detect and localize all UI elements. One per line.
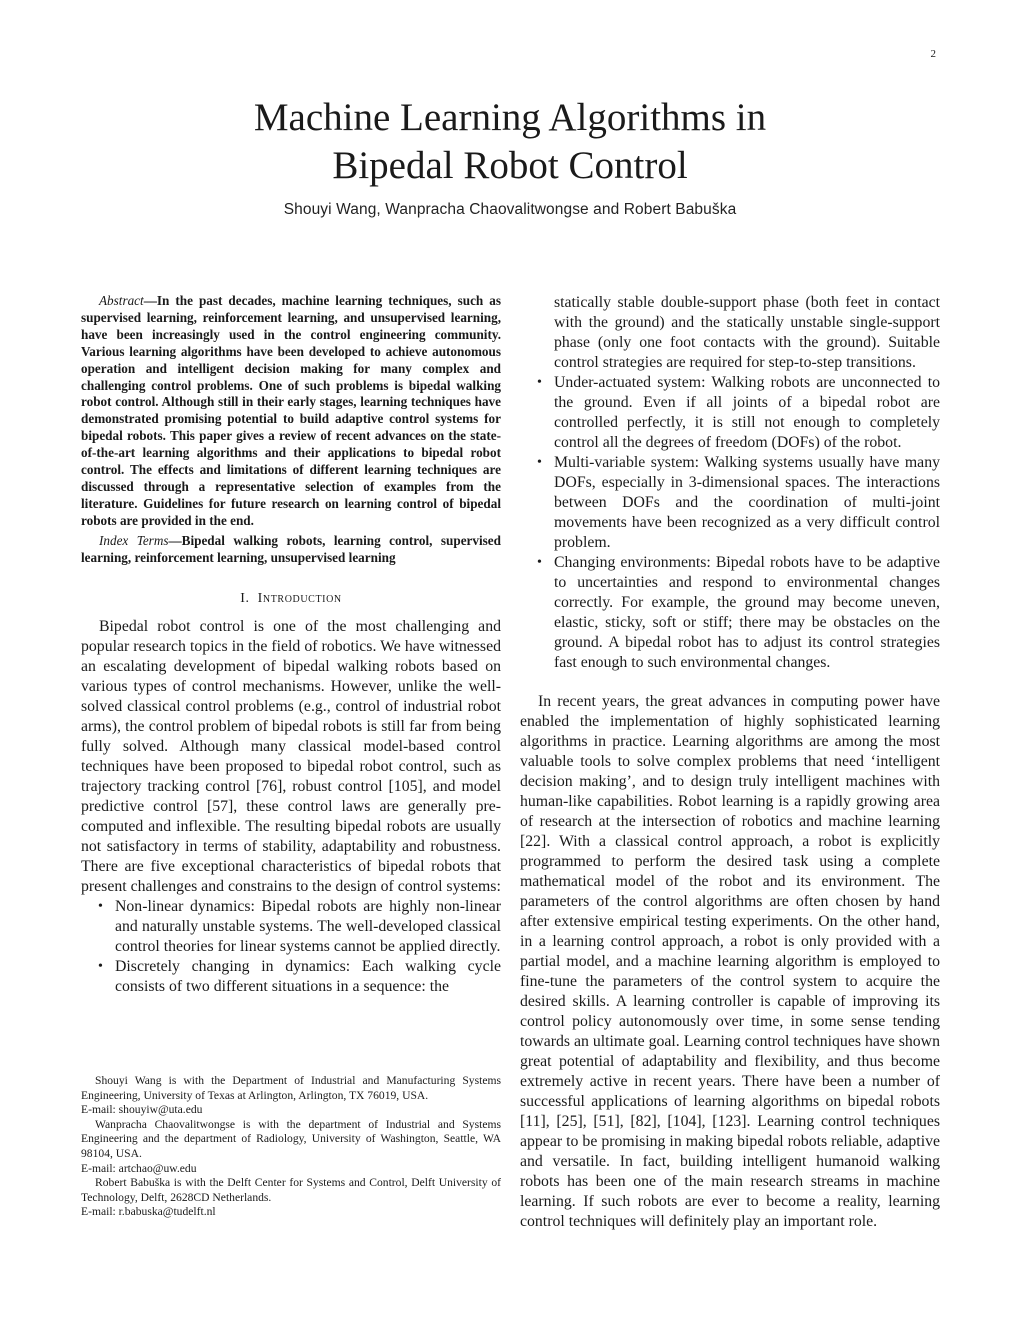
right-paragraph: In recent years, the great advances in computing power have enabled the implementation of highly sophisticated learning algorithms in practice. Learning algorithms are among the most valuable tools to solve complex problems that need ‘intelligent decision making’, and to design truly intelligent machines with human-like capabilities. Robot learning is a rapidly growing area of research at the intersection of robotics and machine learning [22]. With a classical control approach, a robot is explicitly programmed to perform the desired task using a complete mathematical model of the robot and its environment. The parameters of the control algorithms are often chosen by hand after extensive empirical testing experiments. On the other hand, in a learning control approach, a robot is only provided with a partial model, and a machine learning algorithm is employed to fine-tune the parameters of the control system to acquire the desired skills. A learning controller is capable of improving its control policy autonomously over time, in some sense tending towards an ultimate goal. Learning control techniques have shown great potential of adaptability and flexibility, and thus become extremely active in recent years. There have been a number of successful applications of learning algorithms on bipedal robots [11], [25], [51], [82], [104], [123]. Learning control techniques appear to be promising in making bipedal robots reliable, adaptive and versatile. In fact, building intelligent humanoid walking robots has been one of the main research streams in machine learning. If such robots are ever to become a reality, learning control techniques will definitely play an important role. xyxy=(520,693,940,1230)
index-terms-label: Index Terms xyxy=(99,532,169,548)
footnote-email: E-mail: shouyiw@uta.edu xyxy=(81,1103,203,1117)
bullet-icon: • xyxy=(98,898,103,914)
bullet-continuation-text: statically stable double-support phase (both feet in contact with the ground) and the statically unstable single-support phase (only one foot contacts with the ground). Suitable control strategies are required for step-to-step transitions. xyxy=(554,294,940,371)
bullet-list-left xyxy=(81,897,501,997)
title-line-2: Bipedal Robot Control xyxy=(332,144,688,187)
bullet-icon: • xyxy=(537,375,542,390)
authors: Shouyi Wang, Wanpracha Chaovalitwongse and Robert Babuška xyxy=(283,201,737,218)
bullet-icon: • xyxy=(537,455,542,470)
section-number: I. xyxy=(240,590,250,606)
footnote: Shouyi Wang is with the Department of Industrial and Manufacturing Systems Engineering, University of Texas at Arlington, Arlington, TX 76019, USA. xyxy=(81,1074,501,1102)
bullet-text: Discretely changing in dynamics: Each walking cycle consists of two different situations in a sequence: the xyxy=(115,957,501,995)
abstract-label: Abstract xyxy=(99,293,144,308)
title-line-1: Machine Learning Algorithms in xyxy=(253,96,767,139)
list-item xyxy=(81,897,501,957)
index-terms xyxy=(81,533,501,567)
bullet-icon: • xyxy=(98,958,103,974)
paper-title xyxy=(0,94,1020,190)
list-item xyxy=(520,453,940,553)
list-item xyxy=(81,957,501,997)
section-heading-introduction xyxy=(81,590,501,608)
abstract-text: —In the past decades, machine learning techniques, such as supervised learning, reinforcement learning, and unsupervised learning, have been increasingly used in the control engineering community. Various learning algorithms have been developed to achieve autonomous operation and intelligent decision making for many complex and challenging control problems. One of such problems is bipedal walking robot control. Although still in their early stages, learning techniques have demonstrated promising potential to build adaptive control systems for bipedal robots. This paper gives a review of recent advances on the state-of-the-art learning algorithms and their applications to bipedal robot control. The effects and limitations of different learning techniques are discussed through a representative selection of examples from the literature. Guidelines for future research on learning control of bipedal robots are provided in the end. xyxy=(81,293,501,528)
paragraph-spacer xyxy=(520,673,940,692)
list-item xyxy=(520,373,940,453)
bullet-text: Changing environments: Bipedal robots have to be adaptive to uncertainties and respond to environmental changes correctly. For example, the ground may become uneven, elastic, sticky, soft or stiff; there may be obstacles on the ground. A bipedal robot has to adjust its control strategies fast enough to such environmental changes. xyxy=(554,554,940,671)
section-title: Introduction xyxy=(257,590,342,606)
abstract xyxy=(81,293,501,530)
footnote: Wanpracha Chaovalitwongse is with the department of Industrial and Systems Engineering and the department of Radiology, University of Washington, Seattle, WA 98104, USA. xyxy=(81,1117,501,1160)
index-terms-text: —Bipedal walking robots, learning control, supervised learning, reinforcement learning, unsupervised learning xyxy=(81,532,501,565)
footnote-email: E-mail: artchao@uw.edu xyxy=(81,1161,197,1175)
bullet-text: Multi-variable system: Walking systems usually have many DOFs, especially in 3-dimensional spaces. The interactions between DOFs and the coordination of multi-joint movements have been recognized as a very difficult control problem. xyxy=(554,454,940,551)
intro-paragraph: Bipedal robot control is one of the most challenging and popular research topics in the field of robotics. We have witnessed an escalating development of bipedal walking robots based on various types of control mechanisms. However, unlike the well-solved classical control problems (e.g., control of industrial robot arms), the control problem of bipedal robots is still far from being fully solved. Although many classical model-based control techniques have been proposed to bipedal robot control, such as trajectory tracking control [76], robust control [105], and model predictive control [57], these control laws are generally pre-computed and inflexible. The resulting bipedal robots are usually not satisfactory in terms of stability, adaptability and robustness. There are five exceptional characteristics of bipedal robots that present challenges and constrains to the design of control systems: xyxy=(81,617,501,895)
bullet-list-right xyxy=(520,293,940,673)
list-item-continuation xyxy=(520,293,940,373)
right-column xyxy=(520,293,940,1232)
footnote: Robert Babuška is with the Delft Center for Systems and Control, Delft University of Technology, Delft, 2628CD Netherlands. xyxy=(81,1176,501,1204)
author-footnotes xyxy=(81,1074,501,1220)
bullet-icon: • xyxy=(537,555,542,570)
footnote-email: E-mail: r.babuska@tudelft.nl xyxy=(81,1205,216,1219)
list-item xyxy=(520,553,940,673)
bullet-text: Non-linear dynamics: Bipedal robots are highly non-linear and naturally unstable systems. The well-developed classical control theories for linear systems cannot be applied directly. xyxy=(115,897,501,955)
bullet-text: Under-actuated system: Walking robots are unconnected to the ground. Even if all joints of a bipedal robot are controlled perfectly, it is still not enough to completely control all the degrees of freedom (DOFs) of the robot. xyxy=(554,374,940,451)
left-column xyxy=(81,293,501,997)
page-number: 2 xyxy=(930,48,936,60)
